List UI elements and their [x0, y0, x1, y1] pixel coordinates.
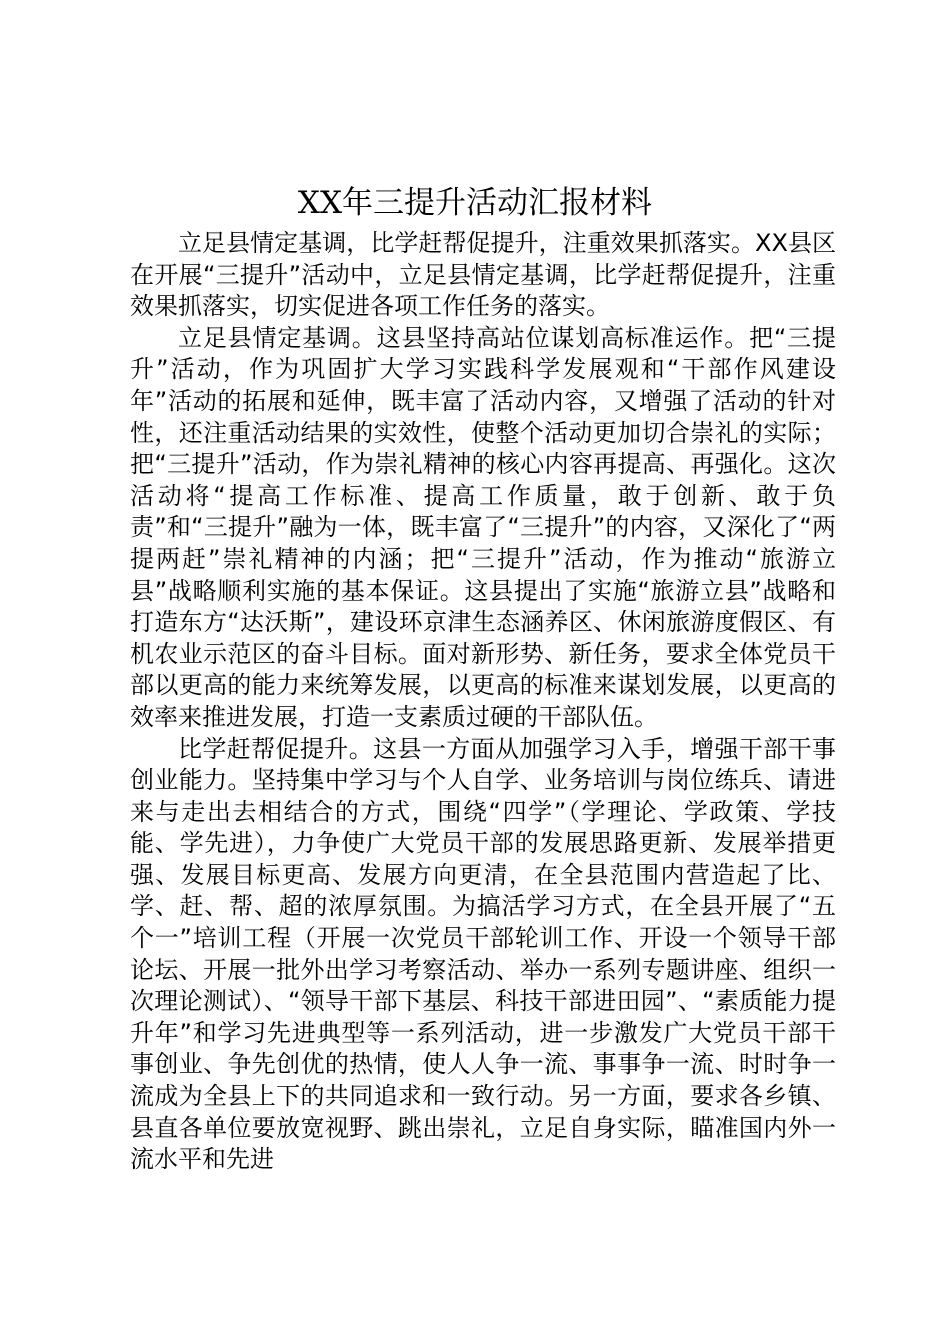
paragraph-learn-improve: 比学赶帮促提升。这县一方面从加强学习入手，增强干部干事创业能力。坚持集中学习与个人自学、业务培训与岗位练兵、请进来与走出去相结合的方式，围绕“四学”（学理论、学政策、学技能、学先进），力争使广大党员干部的发展思路更新、发展举措更强、发展目标更高、发展方向更清，在全县范围内营造起了比、学、赶、帮、超的浓厚氛围。为搞活学习方式，在全县开展了“五个一”培训工程（开展一次党员干部轮训工作、开设一个领导干部论坛、开展一批外出学习考察活动、举办一系列专题讲座、组织一次理论测试）、“领导干部下基层、科技干部进田园”、“素质能力提升年”和学习先进典型等一系列活动，进一步激发广大党员干部干事创业、争先创优的热情，使人人争一流、事事争一流、时时争一流成为全县上下的共同追求和一致行动。另一方面，要求各乡镇、县直各单位要放宽视野、跳出崇礼，立足自身实际，瞄准国内外一流水平和先进 — [130, 734, 836, 1174]
document-body — [130, 228, 836, 1176]
paragraph-set-tone: 立足县情定基调。这县坚持高站位谋划高标准运作。把“三提升”活动，作为巩固扩大学习实践科学发展观和“干部作风建设年”活动的拓展和延伸，既丰富了活动内容，又增强了活动的针对性，还注重活动结果的实效性，使整个活动更加切合崇礼的实际；把“三提升”活动，作为崇礼精神的核心内容再提高、再强化。这次活动将“提高工作标准、提高工作质量，敢于创新、敢于负责”和“三提升”融为一体，既丰富了“三提升”的内容，又深化了“两提两赶”崇礼精神的内涵；把“三提升”活动，作为推动“旅游立县”战略顺利实施的基本保证。这县提出了实施“旅游立县”战略和打造东方“达沃斯”，建设环京津生态涵养区、休闲旅游度假区、有机农业示范区的奋斗目标。面对新形势、新任务，要求全体党员干部以更高的能力来统筹发展，以更高的标准来谋划发展，以更高的效率来推进发展，打造一支素质过硬的干部队伍。 — [130, 323, 836, 731]
paragraph-intro: 立足县情定基调，比学赶帮促提升，注重效果抓落实。XX县区在开展“三提升”活动中，立足县情定基调，比学赶帮促提升，注重效果抓落实，切实促进各项工作任务的落实。 — [130, 229, 836, 321]
document-title: XX年三提升活动汇报材料 — [297, 185, 653, 221]
